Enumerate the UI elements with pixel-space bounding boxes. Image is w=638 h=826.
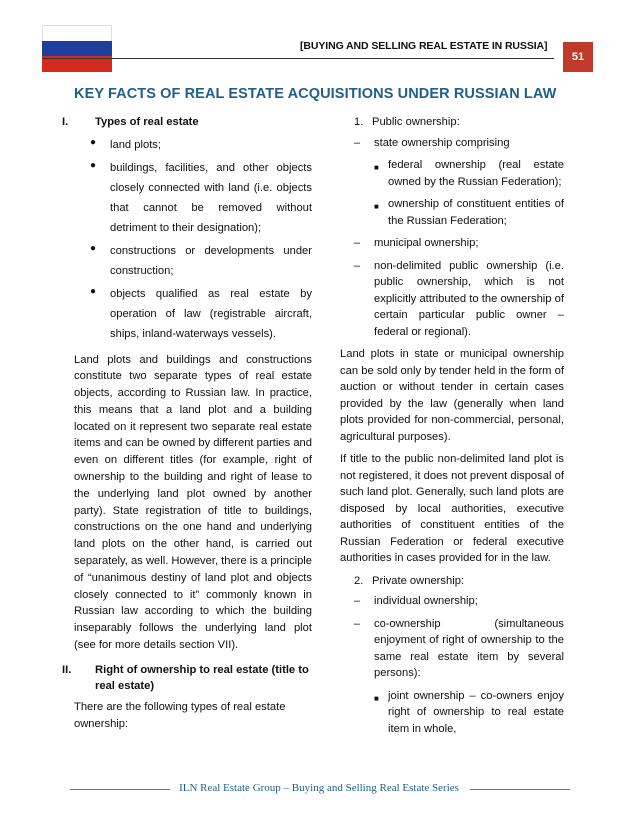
dash-icon: –: [353, 237, 361, 249]
square-bullet-icon: ■: [374, 693, 379, 703]
page-number: 51: [563, 42, 593, 72]
dash-item: – municipal ownership;: [340, 235, 564, 252]
left-column: [62, 114, 312, 732]
dash-item: – non-delimited public ownership (i.e. public ownership, which is not explicitly attributed to the ownership of certain particular public owner – federal or regional).: [340, 258, 564, 341]
paragraph: Land plots and buildings and constructions constitute two separate types of real estate objects, according to Russian law. In practice, this means that a land plot and a building located on it represent two separate real estate items and can be owned by different parties and even on different titles (for example, right of ownership to the building and right of lease to the underlying land plot owned by another party). State registration of title to buildings, constructions on the one hand and underlying land plots on the other hand, is carried out separately, as well. However, there is a principle of “unanimous destiny of land plot and objects closely connected to it” commonly known in Russian law according to which the building inseparably follows the underlying land plot (see for more details section VII).: [74, 353, 312, 652]
section-title: Right of ownership to real estate (title to real estate): [95, 663, 309, 693]
section-number: II.: [62, 663, 72, 676]
paragraph: Land plots in state or municipal ownership can be sold only by tender held in the form of auction or without tender in certain cases provided by the law (generally when land plots provided for non-commercial, personal, agricultural purposes).: [340, 348, 564, 443]
bullet-icon: ●: [90, 136, 97, 148]
russia-flag-icon: [42, 25, 112, 72]
square-bullet-icon: ■: [374, 163, 379, 172]
section-title: Types of real estate: [95, 116, 199, 128]
section-heading: [62, 662, 312, 695]
numbered-item: 2. Private ownership:: [354, 574, 465, 587]
square-bullet-icon: ■: [374, 202, 379, 211]
square-item: ■ joint ownership – co-owners enjoy right of ownership to real estate item in whole,: [374, 688, 564, 738]
list-item: ● land plots;: [90, 135, 312, 155]
bullet-icon: ●: [90, 242, 97, 254]
numbered-item: 1. Public ownership:: [354, 116, 460, 128]
bullet-icon: ●: [90, 285, 97, 297]
list-item: ● buildings, facilities, and other objects closely connected with land (i.e. objects that cannot be removed without detriment to their designation);: [90, 158, 312, 238]
list-item: ● objects qualified as real estate by operation of law (registrable aircraft, ships, inland-waterways vessels).: [90, 284, 312, 344]
square-item: ■ ownership of constituent entities of the Russian Federation;: [374, 196, 564, 229]
paragraph: If title to the public non-delimited land plot is not registered, it does not prevent disposal of such land plot. Generally, such land plots are disposed by local authorities, executive authorities of constituent entities of the Russian Federation or federal executive authorities in cases provided for in the law.: [340, 453, 564, 564]
section-heading: [62, 114, 312, 131]
footer-text: ILN Real Estate Group – Buying and Selling Real Estate Series: [173, 782, 465, 794]
dash-item: – individual ownership;: [340, 593, 564, 610]
dash-item: – co-ownership (simultaneous enjoyment of right of ownership to the same real estate item by several persons):: [340, 616, 564, 682]
bullet-icon: ●: [90, 159, 97, 171]
list-item: ● constructions or developments under construction;: [90, 241, 312, 281]
header-divider: [42, 58, 554, 59]
real-estate-types-list: [90, 135, 312, 344]
dash-icon: –: [353, 595, 361, 607]
header-title: [BUYING AND SELLING REAL ESTATE IN RUSSIA]: [300, 40, 548, 52]
square-item: ■ federal ownership (real estate owned by the Russian Federation);: [374, 157, 564, 190]
dash-icon: –: [353, 136, 361, 149]
right-column: [340, 114, 564, 743]
footer: [0, 782, 638, 794]
dash-item: – state ownership comprising: [340, 135, 564, 152]
section-number: I.: [62, 116, 69, 128]
paragraph: There are the following types of real estate ownership:: [74, 700, 286, 730]
dash-icon: –: [353, 617, 361, 630]
dash-icon: –: [353, 259, 361, 272]
page-title: KEY FACTS OF REAL ESTATE ACQUISITIONS UNDER RUSSIAN LAW: [74, 86, 557, 102]
